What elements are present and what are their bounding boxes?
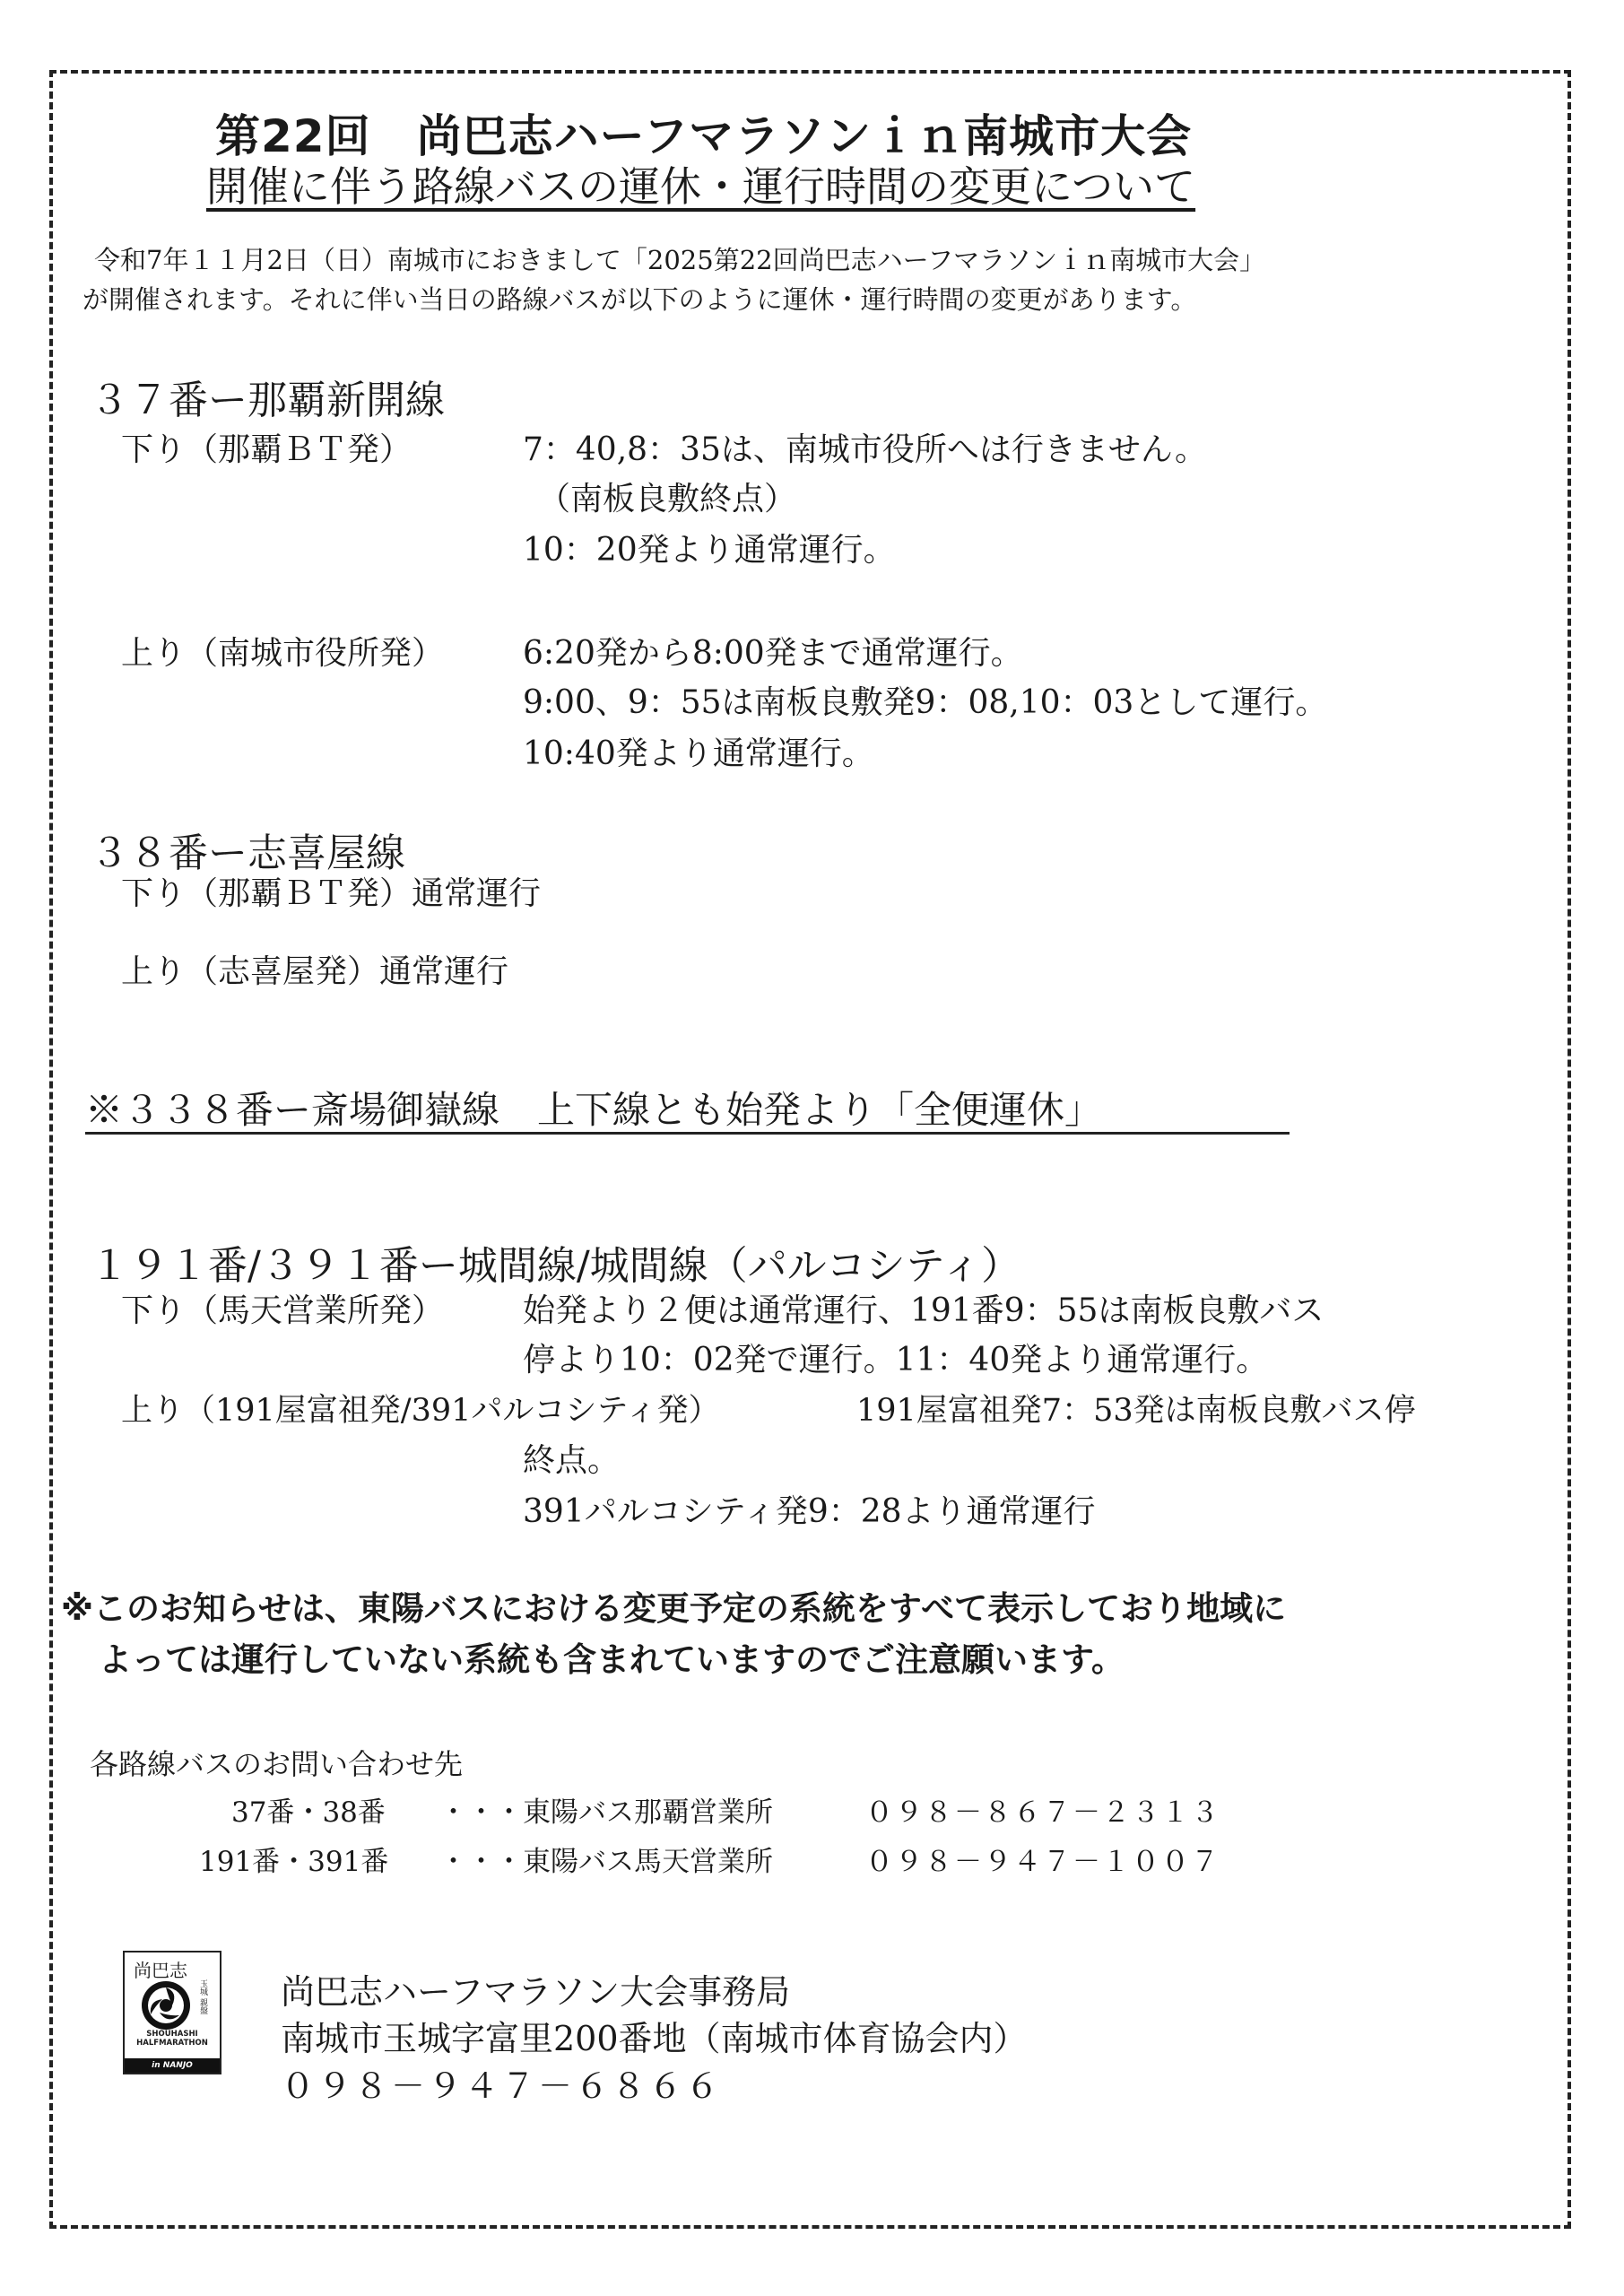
route-37-down-label: 下り（那覇ＢＴ発） [121, 431, 413, 468]
route-191-down-line: 始発より２便は通常運行、191番9：55は南板良敷バス [523, 1292, 1324, 1329]
route-37-down-line: （南板良敷終点） [538, 481, 797, 517]
disclaimer-line-1: ※このお知らせは、東陽バスにおける変更予定の系統をすべて表示しており地域に [61, 1589, 1287, 1628]
tomoe-emblem-icon [138, 1979, 194, 2031]
route-37-up-label: 上り（南城市役所発） [121, 635, 445, 672]
route-37-heading: ３７番ー那覇新開線 [90, 378, 445, 423]
logo-name: SHOUHASHI HALFMARATHON [136, 2030, 208, 2048]
logo-side-text: 玉城 親盤 [198, 1979, 207, 2014]
route-191-up-line: 391パルコシティ発9：28より通常運行 [523, 1493, 1096, 1530]
logo-text: 尚巴志 [134, 1960, 187, 1981]
contact-office: ・・・東陽バス馬天営業所 [439, 1846, 773, 1878]
organizer-office: 尚巴志ハーフマラソン大会事務局 [281, 1972, 791, 2012]
route-37-down-line: 10：20発より通常運行。 [523, 532, 896, 569]
route-37-up-line: 9:00、9：55は南板良敷発9：08,10：03として運行。 [523, 684, 1328, 721]
route-191-up-line: 191屋富祖発7：53発は南板良敷バス停 [856, 1393, 1416, 1429]
route-191-heading: １９１番/３９１番ー城間線/城間線（パルコシティ） [90, 1243, 1021, 1289]
contact-office: ・・・東陽バス那覇営業所 [439, 1796, 773, 1829]
contact-phone: ０９８－８６７－２３１３ [865, 1796, 1220, 1829]
notice-subtitle: 開催に伴う路線バスの運休・運行時間の変更について [206, 162, 1196, 211]
route-338-underline [85, 1132, 1290, 1135]
route-37-up-line: 6:20発から8:00発まで通常運行。 [523, 635, 1023, 672]
contact-routes: 37番・38番 [231, 1796, 386, 1829]
route-38-up: 上り（志喜屋発）通常運行 [121, 953, 509, 990]
route-37-up-line: 10:40発より通常運行。 [523, 735, 874, 772]
contact-phone: ０９８－９４７－１００７ [865, 1846, 1220, 1878]
contact-heading: 各路線バスのお問い合わせ先 [90, 1747, 464, 1781]
marathon-logo [123, 1951, 221, 2074]
route-338-suspension-notice: ※３３８番ー斎場御嶽線 上下線とも始発より「全便運休」 [85, 1088, 1103, 1132]
logo-bar: in NANJO [125, 2058, 220, 2073]
route-38-heading: ３８番ー志喜屋線 [90, 831, 405, 876]
route-38-down: 下り（那覇ＢＴ発）通常運行 [121, 875, 542, 912]
organizer-address: 南城市玉城字富里200番地（南城市体育協会内） [281, 2019, 1028, 2058]
intro-line-2: が開催されます。それに伴い当日の路線バスが以下のように運休・運行時間の変更があります。 [83, 284, 1197, 315]
notice-title: 第22回 尚巴志ハーフマラソンｉｎ南城市大会 [215, 110, 1193, 162]
intro-line-1: 令和7年１１月2日（日）南城市におきまして「2025第22回尚巴志ハーフマラソンｉｎ南城市大会」 [94, 245, 1266, 275]
route-191-up-line: 終点。 [523, 1442, 621, 1479]
route-191-down-line: 停より10：02発で運行。11：40発より通常運行。 [523, 1342, 1269, 1378]
contact-routes: 191番・391番 [199, 1846, 389, 1878]
route-191-down-label: 下り（馬天営業所発） [121, 1292, 445, 1329]
organizer-phone: ０９８－９４７－６８６６ [281, 2066, 723, 2106]
route-37-down-line: 7：40,8：35は、南城市役所へは行きません。 [523, 431, 1208, 468]
route-191-up-label: 上り（191屋富祖発/391パルコシティ発） [121, 1393, 720, 1429]
disclaimer-line-2: よっては運行していない系統も含まれていますのでご注意願います。 [99, 1640, 1125, 1679]
